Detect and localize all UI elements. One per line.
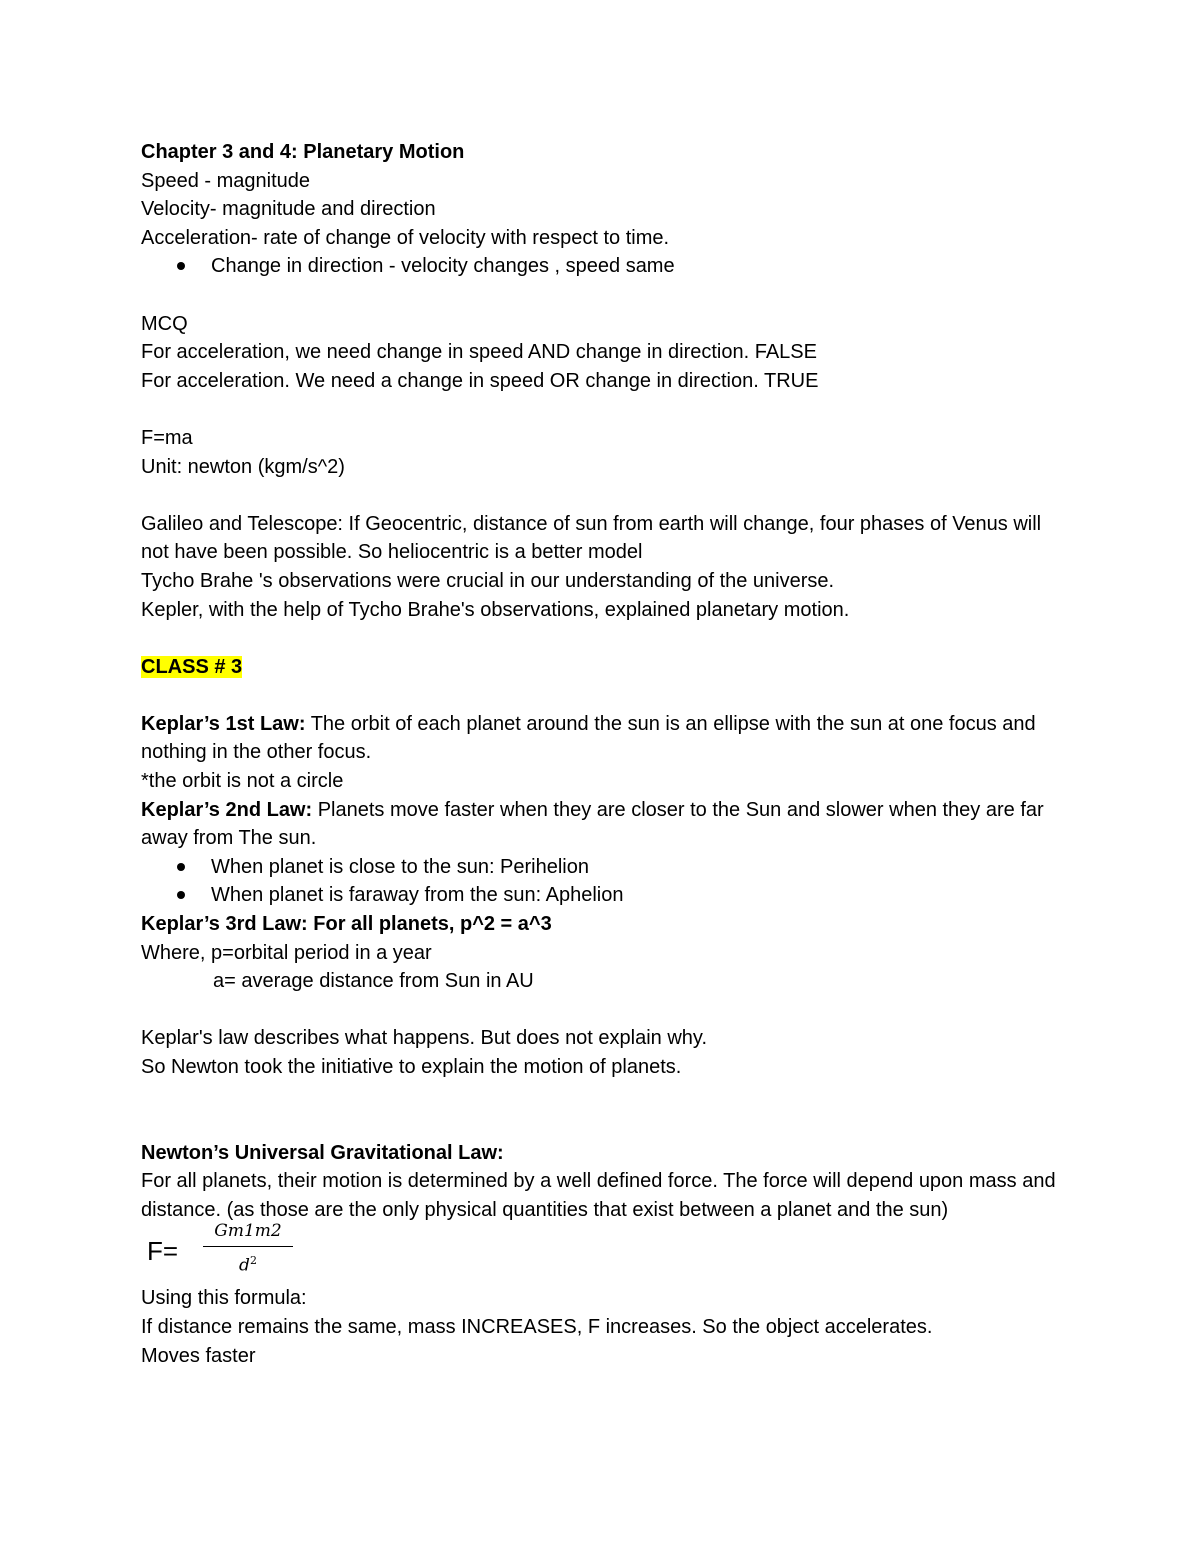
using-formula-label: Using this formula:: [141, 1287, 307, 1310]
force-formula: F=ma: [141, 426, 193, 449]
document-page: [141, 138, 1061, 1370]
mcq-statement-1: For acceleration, we need change in speed AND change in direction. FALSE: [141, 341, 817, 364]
law-3-where: Where, p=orbital period in a year: [141, 941, 432, 964]
force-unit: Unit: newton (kgm/s^2): [141, 455, 345, 478]
bullet-icon: [177, 891, 185, 899]
formula-numerator: Gm1m2: [214, 1221, 282, 1242]
newton-heading: Newton’s Universal Gravitational Law:: [141, 1141, 504, 1164]
spacer: [141, 681, 1061, 710]
denominator-base: d: [239, 1256, 250, 1277]
spacer: [141, 281, 1061, 310]
bullet-icon: [177, 863, 185, 871]
formula-denominator: [203, 1249, 293, 1278]
formula-fraction: [203, 1218, 293, 1278]
mcq-label: MCQ: [141, 312, 188, 335]
bullet-text: When planet is close to the sun: Perihelion: [211, 855, 589, 878]
class-heading: [141, 653, 1061, 682]
bullet-item: [141, 853, 1061, 882]
bullet-item: [141, 252, 1061, 281]
definition-acceleration: Acceleration- rate of change of velocity with respect to time.: [141, 226, 670, 249]
class-label: CLASS # 3: [141, 655, 243, 678]
law-2-text: Planets move faster when they are closer to the Sun and slower when they are far away from The sun.: [141, 798, 1044, 850]
bullet-icon: [177, 262, 185, 270]
law-1-note: *the orbit is not a circle: [141, 770, 344, 793]
kepler-paragraph: Kepler, with the help of Tycho Brahe's observations, explained planetary motion.: [141, 598, 850, 621]
kepler-law-1: [141, 710, 1061, 767]
law-1-title: Keplar’s 1st Law:: [141, 712, 306, 735]
spacer: [141, 481, 1061, 510]
bullet-text: Change in direction - velocity changes , speed same: [211, 255, 675, 278]
law-3-a-definition: a= average distance from Sun in AU: [213, 970, 534, 993]
kepler-law-3: Keplar’s 3rd Law: For all planets, p^2 = a^3: [141, 913, 552, 936]
law-1-text: The orbit of each planet around the sun is an ellipse with the sun at one focus and nothing in the other focus.: [141, 712, 1036, 764]
fraction-bar: [203, 1246, 293, 1247]
law-2-title: Keplar’s 2nd Law:: [141, 798, 313, 821]
formula-lhs: F=: [147, 1236, 179, 1267]
summary-line-2: So Newton took the initiative to explain the motion of planets.: [141, 1056, 682, 1078]
definition-velocity: Velocity- magnitude and direction: [141, 198, 436, 221]
newton-paragraph: For all planets, their motion is determined by a well defined force. The force will depend upon mass and distance. (as those are the only physical quantities that exist between a planet and the sun): [141, 1170, 1056, 1221]
gravitation-formula: [141, 1221, 1061, 1284]
bullet-item: [141, 881, 1061, 910]
galileo-paragraph: Galileo and Telescope: If Geocentric, distance of sun from earth will change, four phases of Venus will not have been possible. So heliocentric is a better model: [141, 512, 1042, 564]
spacer: [141, 996, 1061, 1025]
spacer: [141, 624, 1061, 653]
kepler-law-2: [141, 796, 1061, 853]
denominator-exponent: 2: [249, 1254, 257, 1268]
chapter-heading: Chapter 3 and 4: Planetary Motion: [141, 141, 465, 163]
summary-line-1: Keplar's law describes what happens. But does not explain why.: [141, 1027, 707, 1050]
formula-conclusion: If distance remains the same, mass INCREASES, F increases. So the object accelerates.: [141, 1315, 933, 1338]
bullet-text: When planet is faraway from the sun: Aphelion: [211, 884, 624, 907]
tycho-paragraph: Tycho Brahe 's observations were crucial in our understanding of the universe.: [141, 569, 835, 592]
spacer: [141, 395, 1061, 424]
definition-speed: Speed - magnitude: [141, 169, 311, 192]
mcq-statement-2: For acceleration. We need a change in speed OR change in direction. TRUE: [141, 369, 819, 392]
spacer: [141, 1082, 1061, 1139]
formula-conclusion-2: Moves faster: [141, 1344, 256, 1367]
